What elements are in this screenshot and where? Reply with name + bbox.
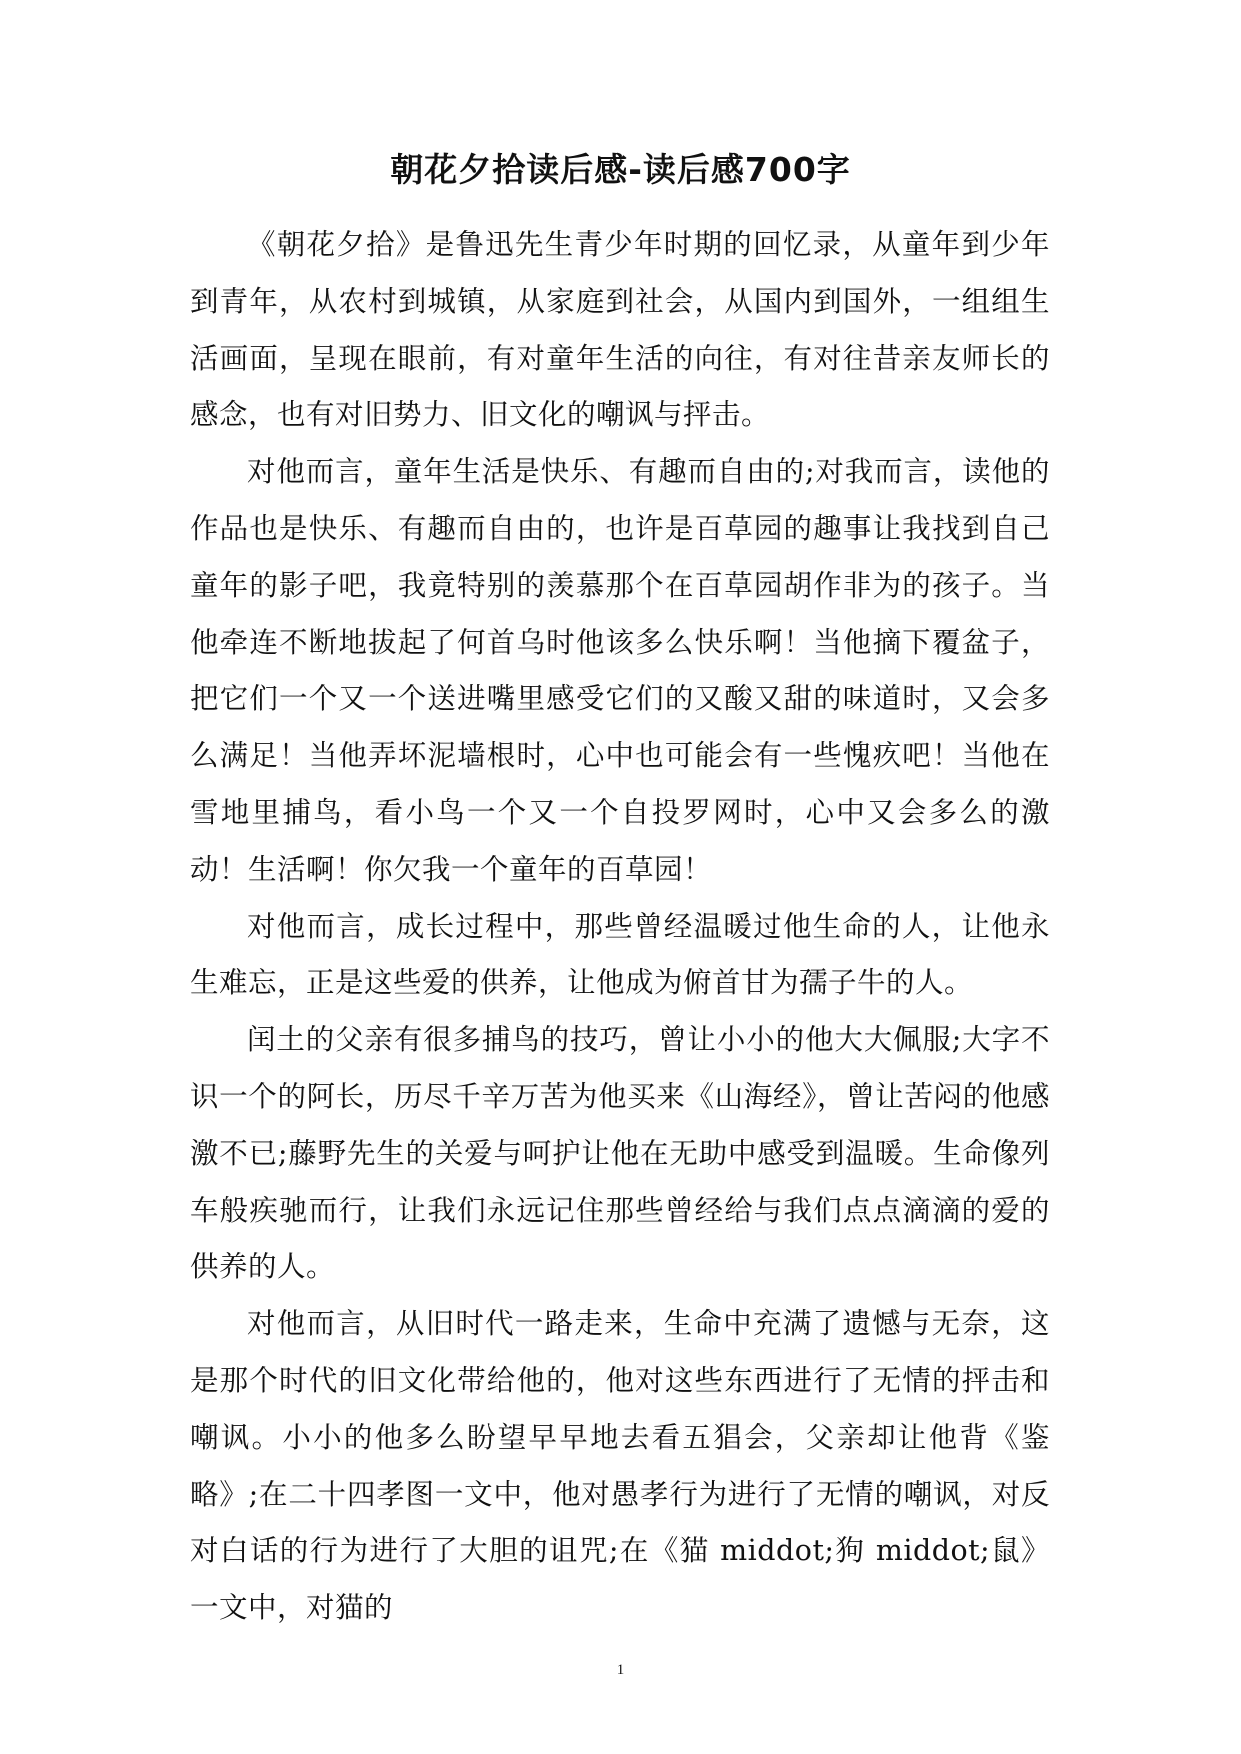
paragraph-4: 闰土的父亲有很多捕鸟的技巧，曾让小小的他大大佩服;大字不识一个的阿长，历尽千辛万苦为他买来《山海经》，曾让苦闷的他感激不已;藤野先生的关爱与呵护让他在无助中感受到温暖。生命像列车般疾驰而行，让我们永远记住那些曾经给与我们点点滴滴的爱的供养的人。 xyxy=(190,1023,1050,1284)
paragraph-3: 对他而言，成长过程中，那些曾经温暖过他生命的人，让他永生难忘，正是这些爱的供养，让他成为俯首甘为孺子牛的人。 xyxy=(190,909,1050,1000)
document-title: 朝花夕拾读后感-读后感700字 xyxy=(390,150,851,189)
paragraph-1: 《朝花夕拾》是鲁迅先生青少年时期的回忆录，从童年到少年到青年，从农村到城镇，从家庭到社会，从国内到国外，一组组生活画面，呈现在眼前，有对童年生活的向往，有对往昔亲友师长的感念，也有对旧势力、旧文化的嘲讽与抨击。 xyxy=(190,228,1050,432)
paragraph-5: 对他而言，从旧时代一路走来，生命中充满了遗憾与无奈，这是那个时代的旧文化带给他的，他对这些东西进行了无情的抨击和嘲讽。小小的他多么盼望早早地去看五猖会，父亲却让他背《鉴略》;在二十四孝图一文中，他对愚孝行为进行了无情的嘲讽，对反对白话的行为进行了大胆的诅咒;在《猫 middot;狗 middot;鼠》一文中，对猫的 xyxy=(190,1307,1050,1625)
document-body xyxy=(190,217,1050,1637)
paragraph-2: 对他而言，童年生活是快乐、有趣而自由的;对我而言，读他的作品也是快乐、有趣而自由的，也许是百草园的趣事让我找到自己童年的影子吧，我竟特别的羡慕那个在百草园胡作非为的孩子。当他牵连不断地拔起了何首乌时他该多么快乐啊！当他摘下覆盆子，把它们一个又一个送进嘴里感受它们的又酸又甜的味道时，又会多么满足！当他弄坏泥墙根时，心中也可能会有一些愧疚吧！当他在雪地里捕鸟，看小鸟一个又一个自投罗网时，心中又会多么的激动！生活啊！你欠我一个童年的百草园！ xyxy=(190,455,1050,886)
page-number: 1 xyxy=(616,1662,625,1678)
